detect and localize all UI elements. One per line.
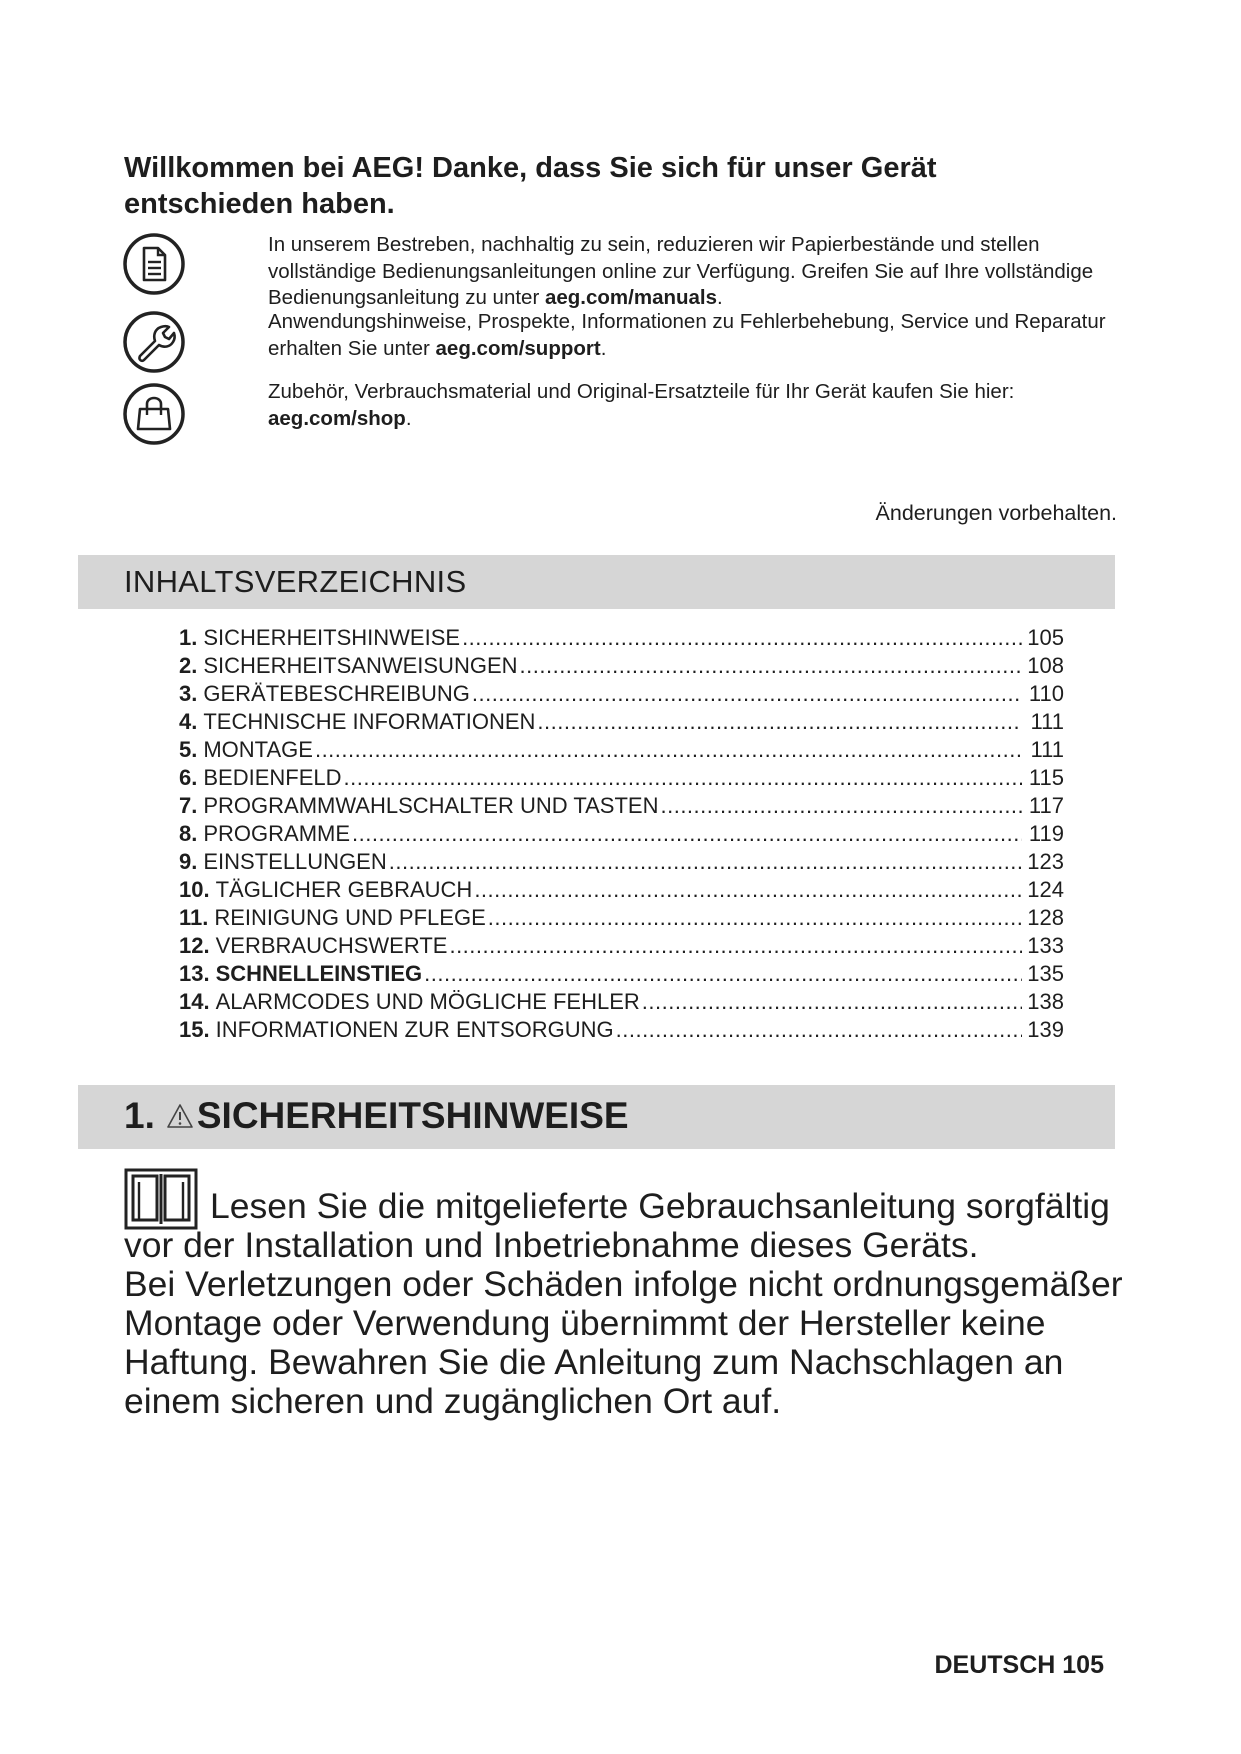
manuals-link[interactable]: aeg.com/manuals xyxy=(544,286,718,309)
toc-item-number: 14. xyxy=(179,989,210,1014)
support-text: Anwendungshinweise, Prospekte, Informationen zu Fehlerbehebung, Service und Reparatur erhalten Sie unter xyxy=(268,310,1106,360)
toc-item[interactable] xyxy=(179,876,1064,904)
toc-leader xyxy=(344,764,1022,792)
toc-item-title: INFORMATIONEN ZUR ENTSORGUNG xyxy=(215,1017,614,1042)
toc-leader xyxy=(389,848,1022,876)
toc-item[interactable] xyxy=(179,708,1064,736)
toc-item-number: 5. xyxy=(179,737,198,762)
manuals-text: In unserem Bestreben, nachhaltig zu sein, reduzieren wir Papierbestände und stellen vollständige Bedienungsanleitungen online zur Verfügung. Greifen Sie auf Ihre vollständige Bedienungsanleitung zu unter xyxy=(268,233,1094,309)
toc-heading: INHALTSVERZEICHNIS xyxy=(124,564,467,599)
toc-leader xyxy=(537,708,1022,736)
toc-leader xyxy=(424,960,1022,988)
welcome-title: Willkommen bei AEG! Danke, dass Sie sich für unser Gerät entschieden haben. xyxy=(124,152,937,220)
section-heading xyxy=(124,1095,629,1137)
toc-item-page: 124 xyxy=(1027,877,1064,902)
toc-item-page: 105 xyxy=(1027,625,1064,650)
toc-item-page: 138 xyxy=(1027,989,1064,1014)
toc-item-title: BEDIENFELD xyxy=(203,765,342,790)
toc-item-page: 115 xyxy=(1028,765,1064,790)
toc-item[interactable] xyxy=(179,904,1064,932)
toc-item-title: MONTAGE xyxy=(203,737,313,762)
toc-item-title: GERÄTEBESCHREIBUNG xyxy=(203,681,470,706)
toc-leader xyxy=(449,932,1022,960)
toc-item-page: 111 xyxy=(1030,737,1064,762)
toc-leader xyxy=(660,792,1022,820)
safety-paragraph-2: Bei Verletzungen oder Schäden infolge nicht ordnungsgemäßer Montage oder Verwendung übernimmt der Hersteller keine Haftung. Bewahren Sie die Anleitung zum Nachschlagen an einem sicheren und zugänglichen Ort auf. xyxy=(124,1264,1123,1421)
toc-item-title: TÄGLICHER GEBRAUCH xyxy=(215,877,473,902)
toc-item-page: 119 xyxy=(1028,821,1064,846)
support-info xyxy=(268,309,1128,362)
toc-item-page: 123 xyxy=(1027,849,1064,874)
toc-item[interactable] xyxy=(179,820,1064,848)
toc-item-number: 2. xyxy=(179,653,198,678)
support-end: . xyxy=(600,336,607,360)
toc-leader xyxy=(352,820,1022,848)
toc-item-page: 139 xyxy=(1027,1017,1064,1042)
document-icon xyxy=(122,232,186,296)
toc-item-page: 133 xyxy=(1027,933,1064,958)
toc-item[interactable] xyxy=(179,848,1064,876)
support-link[interactable]: aeg.com/support xyxy=(435,336,601,360)
toc-item-page: 111 xyxy=(1030,709,1064,734)
safety-paragraph-1: Lesen Sie die mitgelieferte Gebrauchsanleitung sorgfältig vor der Installation und Inbetriebnahme dieses Geräts. xyxy=(124,1186,1110,1265)
toc-item-number: 9. xyxy=(179,849,198,874)
toc-leader xyxy=(315,736,1022,764)
safety-text xyxy=(124,1187,1124,1421)
toc-item-number: 15. xyxy=(179,1017,210,1042)
toc-leader xyxy=(642,988,1022,1016)
toc-item-title: REINIGUNG UND PFLEGE xyxy=(214,905,486,930)
toc-item-title: VERBRAUCHSWERTE xyxy=(215,933,448,958)
toc-item-page: 128 xyxy=(1027,905,1064,930)
footer-page-number: 105 xyxy=(1062,1651,1104,1679)
toc-item-number: 4. xyxy=(179,709,198,734)
toc-item-number: 11. xyxy=(179,905,209,930)
toc-item-title: PROGRAMMWAHLSCHALTER UND TASTEN xyxy=(203,793,659,818)
toc-item-title: TECHNISCHE INFORMATIONEN xyxy=(203,709,536,734)
toc-item[interactable] xyxy=(179,736,1064,764)
toc-leader xyxy=(462,624,1022,652)
warning-icon xyxy=(165,1101,195,1131)
toc-item[interactable] xyxy=(179,932,1064,960)
shop-link[interactable]: aeg.com/shop xyxy=(268,406,406,430)
toc-item-title: PROGRAMME xyxy=(203,821,351,846)
shopping-bag-icon xyxy=(122,382,186,446)
toc-leader xyxy=(474,876,1022,904)
toc-item-title: SCHNELLEINSTIEG xyxy=(215,961,423,986)
toc-item-number: 13. xyxy=(179,961,210,986)
changes-note: Änderungen vorbehalten. xyxy=(875,501,1117,525)
toc-list xyxy=(179,624,1064,1044)
toc-item[interactable] xyxy=(179,680,1064,708)
shop-text: Zubehör, Verbrauchsmaterial und Original-Ersatzteile für Ihr Gerät kaufen Sie hier: xyxy=(268,380,1015,403)
manuals-end: . xyxy=(717,286,723,309)
toc-item[interactable] xyxy=(179,652,1064,680)
toc-item-number: 7. xyxy=(179,793,198,818)
toc-item-number: 6. xyxy=(179,765,198,790)
shop-info xyxy=(268,379,1128,432)
toc-item-title: SICHERHEITSHINWEISE xyxy=(203,625,461,650)
toc-item-title: ALARMCODES UND MÖGLICHE FEHLER xyxy=(215,989,640,1014)
toc-item-page: 117 xyxy=(1028,793,1064,818)
toc-item-number: 12. xyxy=(179,933,210,958)
toc-item[interactable] xyxy=(179,624,1064,652)
shop-end: . xyxy=(405,406,412,430)
toc-leader xyxy=(472,680,1022,708)
toc-item-number: 8. xyxy=(179,821,198,846)
toc-item[interactable] xyxy=(179,764,1064,792)
toc-item-page: 108 xyxy=(1027,653,1064,678)
footer-language: DEUTSCH xyxy=(934,1651,1056,1679)
toc-item[interactable] xyxy=(179,792,1064,820)
toc-item-title: EINSTELLUNGEN xyxy=(203,849,387,874)
toc-item-page: 135 xyxy=(1027,961,1064,986)
toc-item-page: 110 xyxy=(1028,681,1064,706)
toc-item-number: 10. xyxy=(179,877,210,902)
toc-leader xyxy=(520,652,1022,680)
toc-leader xyxy=(616,1016,1022,1044)
page-footer xyxy=(934,1651,1104,1680)
toc-item[interactable] xyxy=(179,960,1064,988)
toc-item-number: 1. xyxy=(179,625,198,650)
toc-item[interactable] xyxy=(179,1016,1064,1044)
toc-leader xyxy=(488,904,1022,932)
manuals-info xyxy=(268,232,1128,312)
section-title: SICHERHEITSHINWEISE xyxy=(196,1095,629,1136)
section-number: 1. xyxy=(124,1095,155,1136)
toc-item-number: 3. xyxy=(179,681,198,706)
wrench-icon xyxy=(122,310,186,374)
toc-item-title: SICHERHEITSANWEISUNGEN xyxy=(203,653,518,678)
toc-item[interactable] xyxy=(179,988,1064,1016)
